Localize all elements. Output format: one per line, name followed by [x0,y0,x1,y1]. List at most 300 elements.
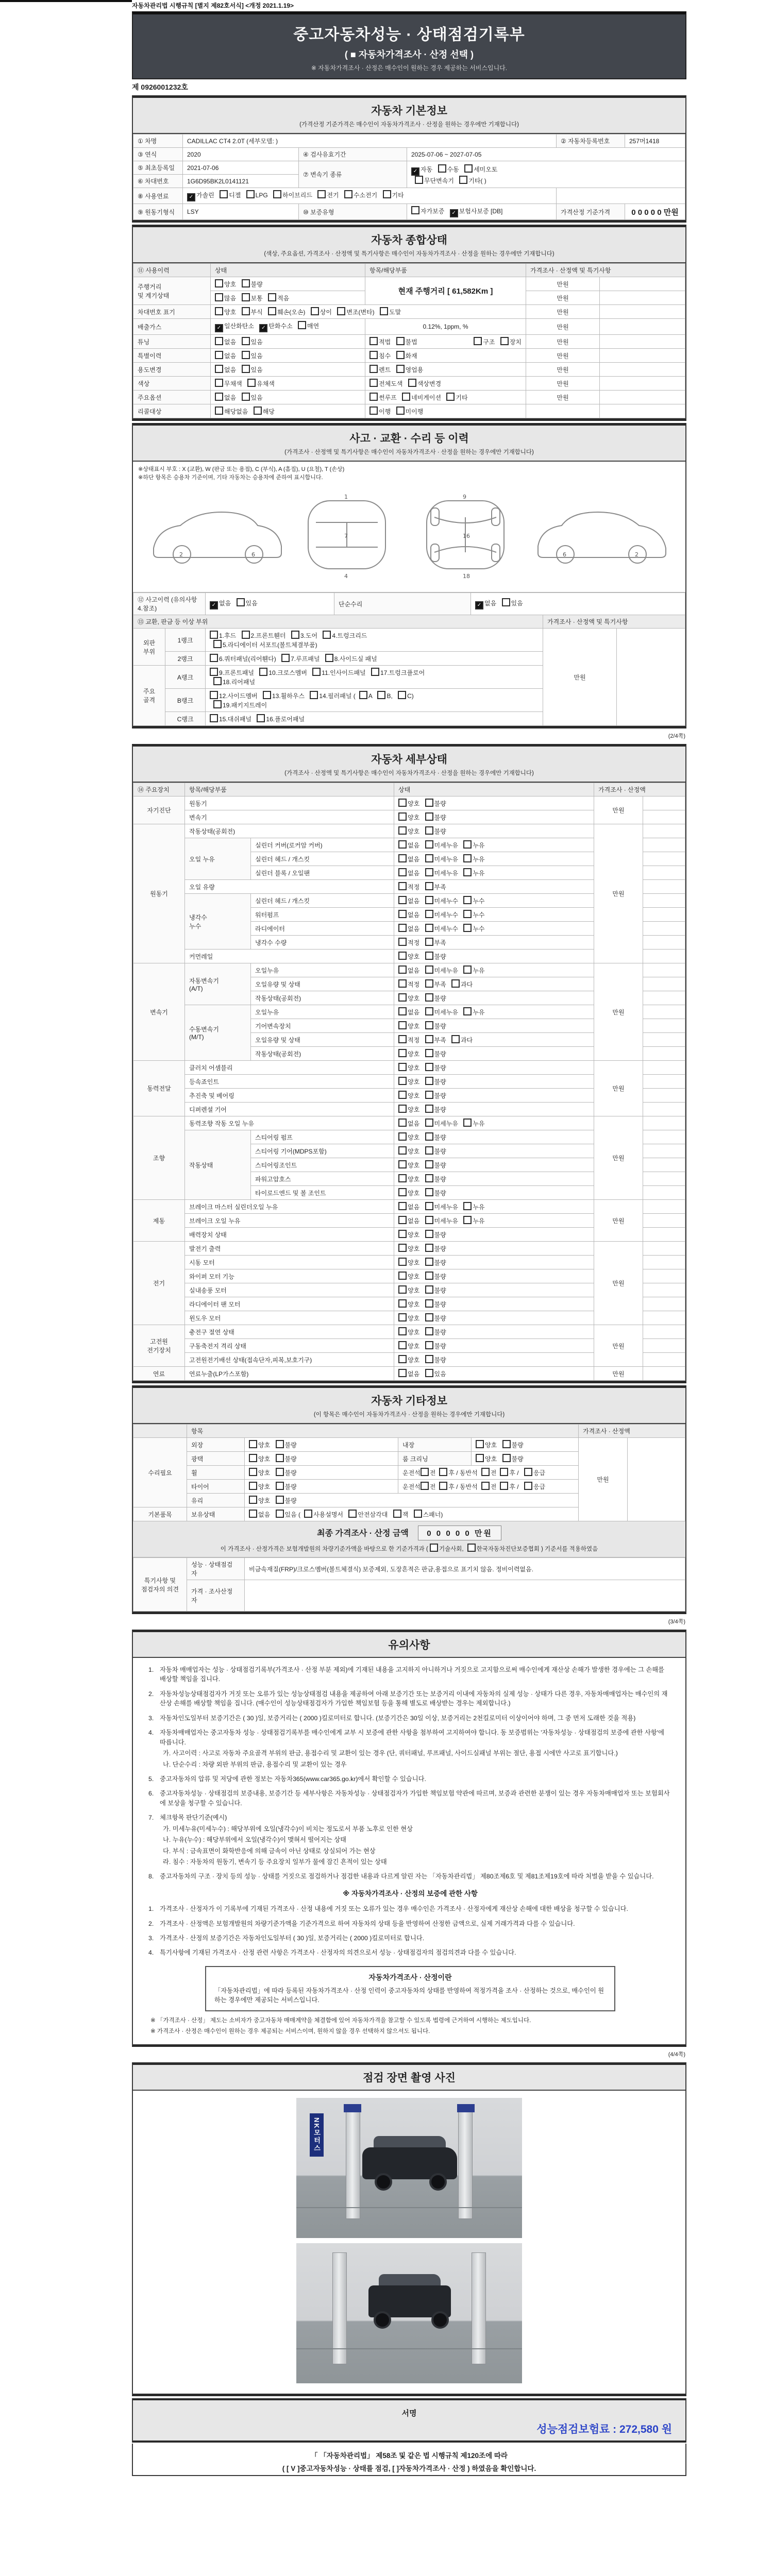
checkbox[interactable] [425,1341,433,1349]
checkbox[interactable] [337,307,345,315]
checkbox[interactable] [398,1244,407,1252]
checkbox[interactable] [425,1188,433,1196]
state-options[interactable]: 양호 불량 [394,1186,594,1200]
checkbox[interactable] [281,654,290,662]
checkbox[interactable] [415,176,423,184]
checkbox[interactable] [242,393,250,401]
checkbox[interactable] [215,279,223,287]
checkbox[interactable] [481,1468,490,1476]
checkbox[interactable] [276,1510,284,1518]
checkbox[interactable] [263,691,271,699]
checkbox[interactable] [425,1132,433,1141]
checkbox[interactable] [425,938,433,946]
state-options[interactable]: 없음 미세누수 누수 [394,908,594,922]
checkbox[interactable] [268,307,276,315]
checkbox[interactable] [310,691,318,699]
checkbox[interactable] [317,190,326,198]
checkbox[interactable] [398,1077,407,1085]
checkbox[interactable] [398,1118,407,1127]
checkbox[interactable] [476,1440,484,1448]
checkbox[interactable] [411,206,419,214]
checkbox[interactable] [254,406,262,415]
usagechange-detail-options[interactable]: 렌트 영업용 [365,363,526,377]
checkbox[interactable] [398,840,407,849]
checkbox[interactable] [425,896,433,904]
checkbox[interactable] [210,714,218,722]
checkbox[interactable] [396,351,405,359]
checkbox[interactable] [425,1202,433,1210]
checkbox[interactable] [398,1160,407,1168]
remarks-label: 특기사항 및 점검자의 의견 [133,1558,187,1612]
state-options[interactable]: 양호 불량 [394,1269,594,1283]
checkbox[interactable] [414,1510,422,1518]
state-options[interactable]: 양호 불량 [394,991,594,1005]
checkbox[interactable] [369,379,378,387]
state-options[interactable]: 양호 불량 [394,1228,594,1242]
checkbox[interactable] [398,882,407,890]
checkbox[interactable] [451,1035,460,1043]
state-options[interactable]: 양호 불량 [394,1019,594,1033]
checkbox[interactable] [425,1313,433,1321]
checkbox[interactable] [398,691,406,699]
state-options[interactable]: 없음 미세누수 누수 [394,922,594,936]
checkbox[interactable] [398,854,407,862]
checkbox[interactable] [369,406,378,415]
tuning-options[interactable]: 없음 있음 [211,335,365,349]
state-options[interactable]: 양호 불량 [394,1172,594,1186]
mainoption-detail-options[interactable]: 썬루프 네비게이션 기타 [365,391,526,404]
checkbox[interactable] [474,337,482,345]
rankB-options[interactable]: 12.사이드멤버 13.휠하우스 14.필러패널 ( A B, C) 19.패키지트레이 [206,689,543,712]
recall-options[interactable]: 해당없음 해당 [211,404,365,418]
state-options[interactable]: 양호 불량 [394,1144,594,1158]
state-options[interactable]: 양호 불량 [394,1130,594,1144]
checkbox[interactable] [249,1440,257,1448]
checkbox[interactable] [398,1285,407,1294]
state-options[interactable]: 양호 불량 [394,1339,594,1353]
item-label: 배력장치 상태 [185,1228,394,1242]
checkbox[interactable] [425,1105,433,1113]
interior-options[interactable]: 양호 불량 [472,1438,579,1452]
state-options[interactable]: 양호 불량 [394,1311,594,1325]
state-options[interactable]: 양호 불량 [394,950,594,963]
checkbox[interactable] [463,1202,472,1210]
section-detail-condition [132,744,686,1383]
checkbox[interactable] [323,631,331,639]
checkbox[interactable] [398,1202,407,1210]
checkbox[interactable] [249,1468,257,1476]
checkbox[interactable] [439,1482,447,1490]
checkbox[interactable] [398,826,407,835]
checkbox[interactable] [249,1482,257,1490]
checkbox[interactable] [291,631,299,639]
checkbox[interactable] [463,854,472,862]
checkbox[interactable] [398,868,407,876]
checkbox[interactable] [463,1216,472,1224]
checkbox[interactable] [215,393,223,401]
state-options[interactable]: 적정 부족 과다 [394,977,594,991]
checkbox[interactable] [425,965,433,974]
checkbox[interactable] [393,1510,401,1518]
checkbox[interactable] [311,307,319,315]
checkbox[interactable] [348,1510,357,1518]
state-options[interactable]: 적정 부족 [394,936,594,950]
final-price-note[interactable]: 이 가격조사 · 산정가격은 보험개발원의 차량기준가액을 바탕으로 한 기준가격과 ( 기술사회, 한국자동차진단보증협회 ) 기준서를 적용하였음 [135,1544,683,1553]
checkbox[interactable] [371,668,379,676]
checkbox[interactable] [369,393,378,401]
state-options[interactable]: 양호 불량 [394,1089,594,1103]
checkbox[interactable] [425,854,433,862]
checkbox[interactable] [425,910,433,918]
emission-options[interactable]: ✓ 일산화탄소 ✓ 탄화수소 매연 [211,319,365,335]
checkbox[interactable] [398,1216,407,1224]
checkbox[interactable] [425,868,433,876]
checkbox[interactable] [398,910,407,918]
checkbox[interactable] [425,1327,433,1335]
checkbox[interactable] [524,1482,532,1490]
special-detail-options[interactable]: 침수 화재 [365,349,526,363]
state-options[interactable]: 없음 미세누유 누유 [394,838,594,852]
checkbox[interactable] [398,924,407,932]
checkbox[interactable] [425,1285,433,1294]
checkbox[interactable] [276,1454,284,1462]
checkbox[interactable] [425,1007,433,1015]
checkbox[interactable] [425,1258,433,1266]
checkbox[interactable] [425,979,433,988]
state-options[interactable]: 양호 불량 [394,810,594,824]
checkbox[interactable] [398,799,407,807]
checkbox[interactable] [398,1272,407,1280]
state-options[interactable]: 없음 미세누유 누유 [394,852,594,866]
checkbox[interactable] [242,293,250,301]
state-options[interactable]: 양호 불량 [394,824,594,838]
state-options[interactable]: 없음 미세누유 누유 [394,1200,594,1214]
checkbox[interactable] [398,1146,407,1155]
checkbox[interactable] [398,1341,407,1349]
state-options[interactable]: 없음 미세누수 누수 [394,894,594,908]
checkbox[interactable] [242,307,250,315]
rank1-options[interactable]: 1.후드 2.프론트휀더 3.도어 4.트렁크리드 5.라디에이터 서포트(볼트체결부품) [206,629,543,652]
tire-position-options[interactable]: 운전석 전 후 / 동반석 전 후 / 응급 [398,1480,579,1494]
checkbox[interactable] [425,812,433,821]
checkbox[interactable] [210,668,218,676]
state-options[interactable]: 양호 불량 [394,796,594,810]
checkbox[interactable] [425,1077,433,1085]
checkbox[interactable] [402,393,410,401]
checkbox-checked[interactable]: ✓ [475,601,483,609]
checkbox[interactable] [213,640,222,648]
checkbox[interactable] [383,190,391,198]
checkbox[interactable] [398,1258,407,1266]
checkbox[interactable] [213,677,222,685]
checkbox[interactable] [398,1299,407,1308]
checkbox[interactable] [237,598,245,606]
checkbox[interactable] [398,1105,407,1113]
wheel-position-options[interactable]: 운전석 전 후 / 동반석 전 후 / 응급 [398,1466,579,1480]
checkbox[interactable] [396,337,405,345]
checkbox[interactable] [398,965,407,974]
checkbox[interactable] [276,1496,284,1504]
state-options[interactable]: 양호 불량 [394,1075,594,1089]
checkbox[interactable] [242,337,250,345]
checkbox[interactable] [425,1160,433,1168]
state-options[interactable]: 적정 부족 과다 [394,1033,594,1047]
checkbox[interactable] [276,1440,284,1448]
checkbox[interactable] [215,365,223,373]
rankC-options[interactable]: 15.대쉬패널 16.플로어패널 [206,712,543,726]
checkbox[interactable] [476,1454,484,1462]
warranty-options[interactable]: 자가보증 ✓ 보험사보증 [DB] [407,204,557,220]
checkbox-checked[interactable]: ✓ [450,209,458,217]
checkbox[interactable] [524,1468,532,1476]
mileage-state-options[interactable]: 양호 불량 [211,277,365,291]
state-options[interactable]: 양호 불량 [394,1325,594,1339]
checkbox[interactable] [398,1327,407,1335]
checkbox[interactable] [425,1369,433,1377]
checkbox[interactable] [463,868,472,876]
checkbox[interactable] [398,979,407,988]
checkbox[interactable] [398,952,407,960]
checkbox[interactable] [249,1454,257,1462]
checkbox[interactable] [425,952,433,960]
checkbox[interactable] [425,1272,433,1280]
checkbox[interactable] [463,840,472,849]
checkbox[interactable] [425,1091,433,1099]
checkbox[interactable] [268,293,276,301]
checkbox[interactable] [463,1007,472,1015]
state-options[interactable]: 양호 불량 [394,1297,594,1311]
exterior-options[interactable]: 양호 불량 [245,1438,398,1452]
checkbox[interactable] [425,1355,433,1363]
checkbox[interactable] [259,668,267,676]
simple-repair-options[interactable]: ✓ 없음 있음 [471,593,685,615]
checkbox-checked[interactable]: ✓ [215,324,223,332]
checkbox[interactable] [425,1063,433,1071]
checkbox[interactable] [425,1035,433,1043]
checkbox[interactable] [312,668,321,676]
checkbox[interactable] [359,691,367,699]
emission-values: 0.12%, 1ppm, % [365,319,526,335]
checkbox[interactable] [325,654,333,662]
rank2-options[interactable]: 6.쿼터패널(리어휀다) 7.루프패널 8.사이드실 패널 [206,652,543,666]
checkbox[interactable] [425,1049,433,1057]
state-options[interactable]: 양호 불량 [394,1103,594,1116]
checkbox[interactable] [210,691,218,699]
state-options[interactable]: 양호 불량 [394,1283,594,1297]
checkbox[interactable] [398,993,407,1002]
checkbox[interactable] [421,1468,429,1476]
checkbox-checked[interactable]: ✓ [210,601,218,609]
vin-mark-options[interactable]: 양호 부식 훼손(오손) 상이 변조(변타) 도말 [211,305,526,319]
state-options[interactable]: 없음 미세누유 누유 [394,866,594,880]
checkbox[interactable] [500,337,509,345]
checkbox[interactable] [463,1118,472,1127]
checkbox[interactable] [247,379,256,387]
possession-options[interactable]: 없음 있음 ( 사용설명서 안전삼각대 잭 스패너) [245,1507,579,1521]
checkbox[interactable] [459,176,467,184]
checkbox[interactable] [446,393,455,401]
checkbox[interactable] [398,1313,407,1321]
checkbox[interactable] [396,365,405,373]
accident-history-options[interactable]: ✓ 없음 있음 [206,593,334,615]
checkbox[interactable] [481,1482,490,1490]
checkbox[interactable] [242,631,250,639]
checkbox[interactable] [220,190,228,198]
state-options[interactable]: 양호 불량 [394,1353,594,1367]
checkbox[interactable] [249,1496,257,1504]
state-options[interactable]: 없음 있음 [394,1367,594,1381]
tuning-legal-options[interactable]: 적법 불법 [369,337,417,346]
state-options[interactable]: 양호 불량 [394,1256,594,1269]
checkbox[interactable] [500,1468,508,1476]
checkbox[interactable] [213,700,222,708]
checkbox[interactable] [298,321,306,329]
checkbox[interactable] [425,1118,433,1127]
state-options[interactable]: 양호 불량 [394,1061,594,1075]
state-options[interactable]: 없음 미세누유 누유 [394,1005,594,1019]
checkbox[interactable] [439,1468,447,1476]
checkbox[interactable] [398,1063,407,1071]
checkbox[interactable] [276,1468,284,1476]
tire-options[interactable]: 양호 불량 [245,1480,398,1494]
color-detail-options[interactable]: 전체도색 색상변경 [365,377,526,391]
transmission-options[interactable]: ✓ 자동 수동 세미오토 무단변속기 기타( ) [407,161,685,188]
roomcleaning-options[interactable]: 양호 불량 [472,1452,579,1466]
checkbox[interactable] [398,1132,407,1141]
checkbox[interactable] [398,1188,407,1196]
checkbox[interactable] [398,1355,407,1363]
fuel-options[interactable]: ✓ 가솔린 디젤 LPG 하이브리드 전기 수소전기 기타 [183,188,557,204]
checkbox[interactable] [398,1174,407,1182]
checkbox[interactable] [425,799,433,807]
checkbox[interactable] [396,406,405,415]
checkbox[interactable] [210,631,218,639]
checkbox[interactable] [502,1440,511,1448]
checkbox[interactable] [380,307,388,315]
state-options[interactable]: 없음 미세누유 누유 [394,1116,594,1130]
mileage-amount-options[interactable]: 많음 보통 적음 [211,291,365,305]
checkbox[interactable] [425,993,433,1002]
mainoption-options[interactable]: 없음 있음 [211,391,365,404]
checkbox[interactable] [398,1091,407,1099]
checkbox[interactable] [215,337,223,345]
checkbox[interactable] [377,691,385,699]
checkbox[interactable] [425,924,433,932]
usagechange-options[interactable]: 없음 있음 [211,363,365,377]
glass-options[interactable]: 양호 불량 [245,1494,579,1507]
regno-label: ② 자동차등록번호 [557,134,625,148]
checkbox[interactable] [438,164,446,173]
checkbox[interactable] [408,379,416,387]
checkbox-checked[interactable]: ✓ [187,193,195,201]
checkbox[interactable] [215,307,223,315]
checkbox-checked[interactable]: ✓ [411,167,419,176]
checkbox[interactable] [430,1544,438,1552]
checkbox[interactable] [369,337,378,345]
checkbox[interactable] [463,910,472,918]
checkbox[interactable] [425,826,433,835]
checkbox[interactable] [451,979,460,988]
checkbox[interactable] [425,1216,433,1224]
document-title: 중고자동차성능 · 상태점검기록부 [293,26,525,43]
item-label: 충전구 절연 상태 [185,1325,394,1339]
item-label: 라디에이터 [251,922,394,936]
checkbox[interactable] [398,1049,407,1057]
checkbox[interactable] [425,1021,433,1029]
checkbox-checked[interactable]: ✓ [259,324,267,332]
checkbox[interactable] [215,351,223,359]
checkbox[interactable] [398,812,407,821]
rankA-options[interactable]: 9.프론트패널 10.크로스멤버 11.인사이드패널 17.트렁크플로어 18.리어패널 [206,666,543,689]
color-options[interactable]: 무채색 유채색 [211,377,365,391]
recall-detail-options[interactable]: 이행 미이행 [365,404,526,418]
state-options[interactable]: 양호 불량 [394,1158,594,1172]
diagram-num-6: 6 [251,551,255,558]
checkbox[interactable] [425,1244,433,1252]
checkbox[interactable] [425,840,433,849]
checkbox[interactable] [502,598,510,606]
checkbox[interactable] [344,190,352,198]
state-options[interactable]: 없음 미세누유 누유 [394,1214,594,1228]
checkbox[interactable] [398,1021,407,1029]
checkbox[interactable] [398,896,407,904]
checkbox[interactable] [369,351,378,359]
checkbox[interactable] [242,279,250,287]
checkbox[interactable] [215,379,223,387]
checkbox[interactable] [463,965,472,974]
checkbox[interactable] [463,896,472,904]
checkbox[interactable] [273,190,281,198]
checkbox[interactable] [276,1482,284,1490]
checkbox[interactable] [467,1544,476,1552]
checkbox[interactable] [425,1174,433,1182]
special-options[interactable]: 없음 있음 [211,349,365,363]
checkbox[interactable] [304,1510,312,1518]
checkbox[interactable] [398,1369,407,1377]
tuning-type-options[interactable]: 구조 장치 [474,337,522,346]
checkbox[interactable] [242,365,250,373]
checkbox[interactable] [500,1482,508,1490]
state-options[interactable]: 적정 부족 [394,880,594,894]
checkbox[interactable] [502,1454,511,1462]
checkbox[interactable] [463,924,472,932]
checkbox[interactable] [369,365,378,373]
checkbox[interactable] [464,164,473,173]
checkbox[interactable] [425,1230,433,1238]
checkbox[interactable] [398,1230,407,1238]
checkbox[interactable] [215,293,223,301]
state-options[interactable]: 없음 미세누유 누유 [394,963,594,977]
checkbox[interactable] [257,714,265,722]
checkbox[interactable] [425,1146,433,1155]
checkbox[interactable] [421,1482,429,1490]
checkbox[interactable] [249,1510,257,1518]
checkbox[interactable] [398,1007,407,1015]
wheel-options[interactable]: 양호 불량 [245,1466,398,1480]
checkbox[interactable] [398,1035,407,1043]
checkbox[interactable] [398,938,407,946]
checkbox[interactable] [210,654,218,662]
checkbox[interactable] [246,190,255,198]
state-options[interactable]: 양호 불량 [394,1242,594,1256]
checkbox[interactable] [425,1299,433,1308]
checkbox[interactable] [215,406,223,415]
polish-options[interactable]: 양호 불량 [245,1452,398,1466]
engine-type-label: ⑨ 원동기형식 [133,204,183,220]
checkbox[interactable] [425,882,433,890]
state-options[interactable]: 양호 불량 [394,1047,594,1061]
checkbox[interactable] [242,351,250,359]
